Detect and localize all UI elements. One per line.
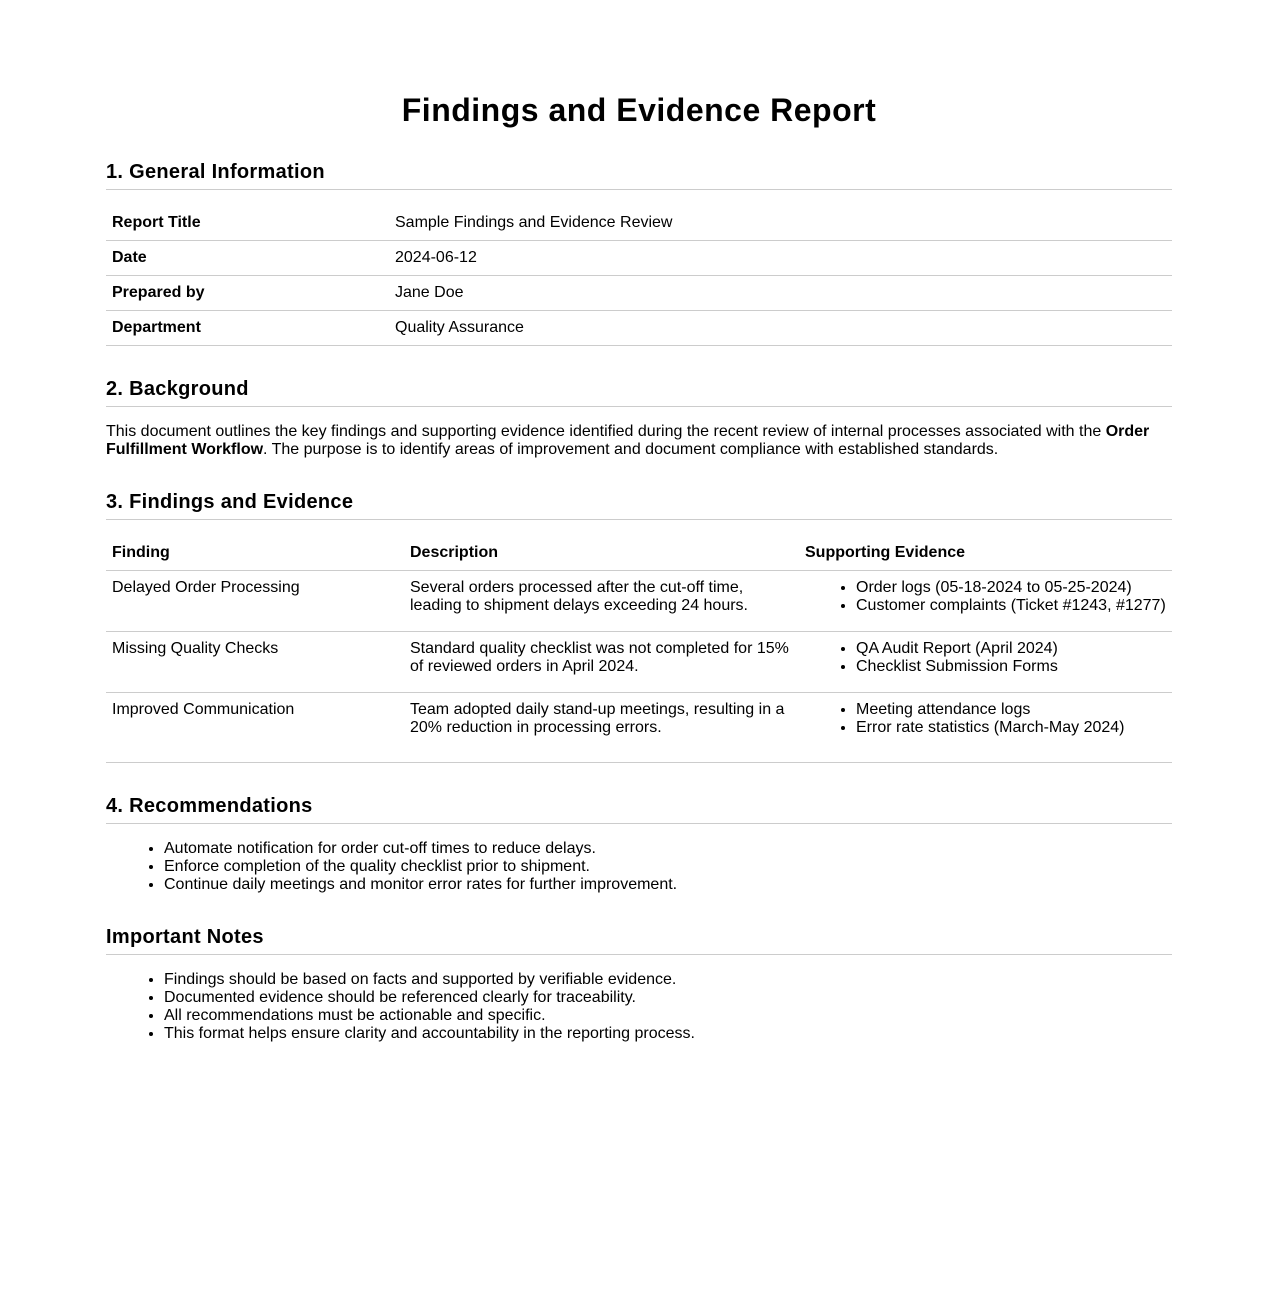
finding-cell: Delayed Order Processing [106,571,404,632]
findings-table [106,536,1172,763]
info-row-date [106,241,1172,276]
table-row [106,571,1172,632]
list-item: • Order logs (05-18-2024 to 05-25-2024) [856,579,1166,597]
general-info-heading: 1. General Information [106,160,1172,190]
background-paragraph [106,423,1172,459]
list-item: • This format helps ensure clarity and accountability in the reporting process. [164,1025,1172,1043]
list-item: • Continue daily meetings and monitor error rates for further improvement. [164,876,1172,894]
list-item: • Error rate statistics (March-May 2024) [856,719,1166,737]
list-item: • Meeting attendance logs [856,701,1166,719]
info-value: 2024-06-12 [389,241,1172,276]
evidence-cell [799,632,1172,693]
table-row [106,693,1172,763]
info-row-department [106,311,1172,346]
evidence-list [805,579,1166,615]
recommendations-list [106,840,1172,894]
list-item: • QA Audit Report (April 2024) [856,640,1166,658]
description-cell: Team adopted daily stand-up meetings, resulting in a 20% reduction in processing errors. [404,693,799,763]
table-row [106,632,1172,693]
list-item: • Checklist Submission Forms [856,658,1166,676]
description-cell: Several orders processed after the cut-off time, leading to shipment delays exceeding 24 hours. [404,571,799,632]
list-item: • Enforce completion of the quality checklist prior to shipment. [164,858,1172,876]
findings-heading: 3. Findings and Evidence [106,490,1172,520]
background-text-start: This document outlines the key findings and supporting evidence identified during the recent review of internal processes associated with the [106,423,1106,440]
list-item: • Findings should be based on facts and supported by verifiable evidence. [164,971,1172,989]
finding-cell: Missing Quality Checks [106,632,404,693]
list-item: • Documented evidence should be referenced clearly for traceability. [164,989,1172,1007]
finding-cell: Improved Communication [106,693,404,763]
list-item: • Automate notification for order cut-off times to reduce delays. [164,840,1172,858]
general-info-table [106,206,1172,346]
info-label: Department [106,311,389,346]
recommendations-heading: 4. Recommendations [106,794,1172,824]
background-text-emphasis: Order Fulfillment Workflow [106,423,1150,458]
info-row-prepared-by [106,276,1172,311]
evidence-list [805,701,1166,737]
column-header-evidence: Supporting Evidence [799,536,1172,571]
report-title: Findings and Evidence Report [401,92,877,128]
evidence-cell [799,693,1172,763]
findings-header-row [106,536,1172,571]
evidence-list [805,640,1166,676]
info-value: Sample Findings and Evidence Review [389,206,1172,241]
info-label: Report Title [106,206,389,241]
notes-heading: Important Notes [106,925,1172,955]
info-value: Jane Doe [389,276,1172,311]
background-heading: 2. Background [106,377,1172,407]
column-header-description: Description [404,536,799,571]
background-text-end: . The purpose is to identify areas of improvement and document compliance with established standards. [263,441,999,458]
list-item: • All recommendations must be actionable and specific. [164,1007,1172,1025]
info-label: Date [106,241,389,276]
evidence-cell [799,571,1172,632]
column-header-finding: Finding [106,536,404,571]
notes-list [106,971,1172,1043]
info-value: Quality Assurance [389,311,1172,346]
description-cell: Standard quality checklist was not completed for 15% of reviewed orders in April 2024. [404,632,799,693]
info-label: Prepared by [106,276,389,311]
info-row-report-title [106,206,1172,241]
list-item: • Customer complaints (Ticket #1243, #1277) [856,597,1166,615]
